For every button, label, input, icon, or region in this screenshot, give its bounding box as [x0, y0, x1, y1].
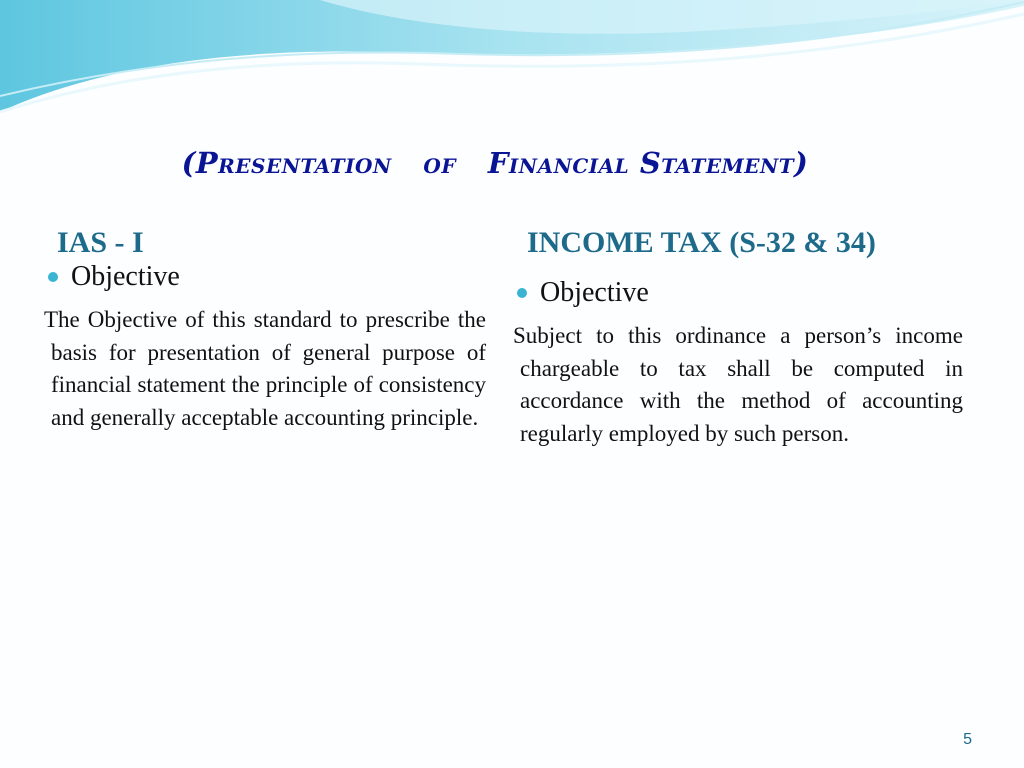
objective-text: The Objective of this standard to prescribe the basis for presentation of general purpose of financial statement the principle of consistency and generally acceptable accounting principle.	[44, 307, 486, 430]
page-number: 5	[963, 731, 972, 748]
bullet-dot-icon	[517, 288, 527, 298]
header-wave-decoration	[0, 0, 1024, 130]
left-column	[44, 226, 486, 434]
objective-text: Subject to this ordinance a person’s income chargeable to tax shall be computed in accordance with the method of accounting regularly employed by such person.	[513, 323, 963, 446]
bullet-item	[513, 276, 963, 310]
right-column	[513, 226, 963, 450]
bullet-item	[44, 260, 486, 294]
column-heading-income-tax: INCOME TAX (S-32 & 34)	[527, 226, 876, 259]
bullet-label: Objective	[540, 277, 649, 308]
bullet-label: Objective	[71, 261, 180, 292]
bullet-dot-icon	[48, 272, 58, 282]
slide-title: (Presentation of Financial Statement)	[181, 146, 809, 180]
column-heading-ias: IAS - I	[57, 226, 144, 259]
